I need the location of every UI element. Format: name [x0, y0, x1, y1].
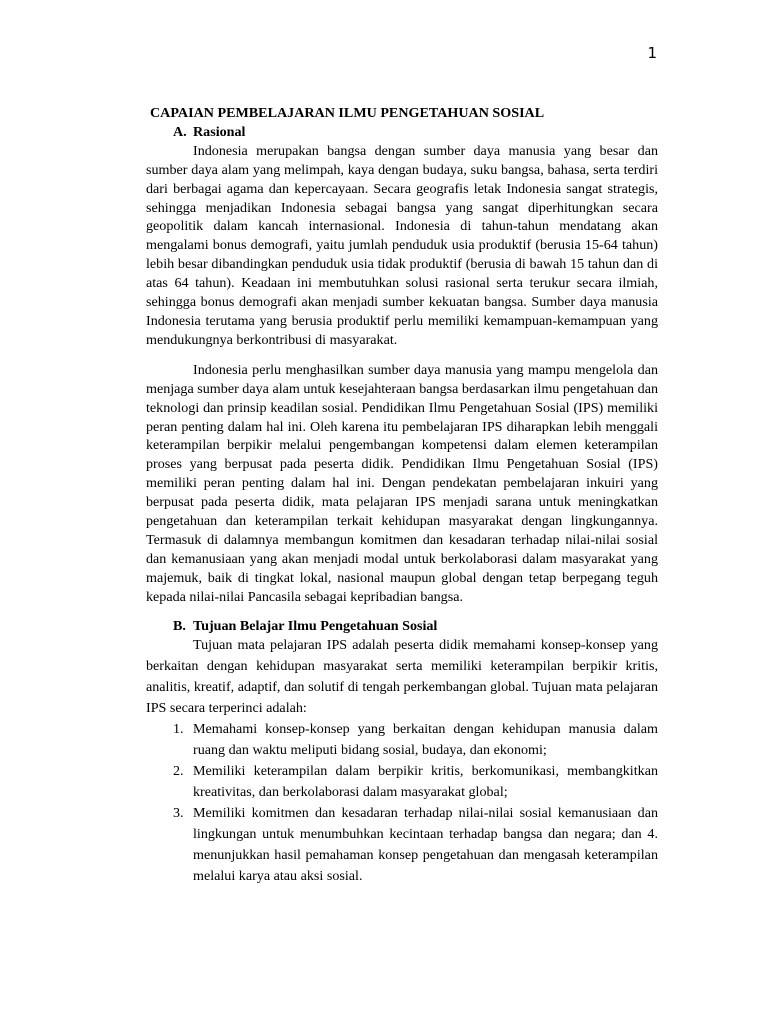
section-b-title: Tujuan Belajar Ilmu Pengetahuan Sosial — [193, 617, 438, 634]
list-item — [146, 719, 658, 761]
section-a-title: Rasional — [193, 123, 246, 140]
section-b-intro: Tujuan mata pelajaran IPS adalah peserta didik memahami konsep-konsep yang berkaitan dengan kehidupan masyarakat serta memiliki keterampilan berpikir kritis, analitis, kreatif, adaptif, dan solutif di tengah perkembangan global. Tujuan mata pelajaran IPS secara terperinci adalah: — [146, 637, 658, 717]
section-b-marker: B. — [173, 617, 186, 634]
list-item-number: 2. — [173, 763, 184, 780]
list-item-number: 1. — [173, 721, 184, 738]
objectives-list — [146, 719, 658, 887]
list-item-number: 3. — [173, 805, 184, 822]
section-a-marker: A. — [173, 123, 187, 140]
list-item-text: Memiliki keterampilan dalam berpikir kritis, berkomunikasi, membangkitkan kreativitas, dan berkolaborasi dalam masyarakat global; — [193, 763, 658, 801]
section-b-heading — [146, 617, 658, 636]
list-item — [146, 761, 658, 803]
list-item — [146, 803, 658, 887]
list-item-text: Memahami konsep-konsep yang berkaitan dengan kehidupan manusia dalam ruang dan waktu meliputi bidang sosial, budaya, dan ekonomi; — [193, 721, 658, 759]
section-a-paragraph-1: Indonesia merupakan bangsa dengan sumber daya manusia yang besar dan sumber daya alam yang melimpah, kaya dengan budaya, suku bangsa, bahasa, serta terdiri dari berbagai agama dan kepercayaan. Secara geografis letak Indonesia sangat strategis, sehingga menjadikan Indonesia sebagai bangsa yang sangat diperhitungkan secara geopolitik dalam kancah internasional. Indonesia di tahun-tahun mendatang akan mengalami bonus demografi, yaitu jumlah penduduk usia produktif (berusia 15-64 tahun) lebih besar dibandingkan penduduk usia tidak produktif (berusia di bawah 15 tahun dan di atas 64 tahun). Keadaan ini membutuhkan solusi rasional serta terukur secara ilmiah, sehingga bonus demografi akan menjadi sumber kekuatan bangsa. Sumber daya manusia Indonesia terutama yang berusia produktif perlu memiliki kemampuan-kemampuan yang mendukungnya berkontribusi di masyarakat. — [146, 142, 658, 348]
section-a-heading — [146, 123, 658, 142]
section-a-paragraph-2: Indonesia perlu menghasilkan sumber daya manusia yang mampu mengelola dan menjaga sumber daya alam untuk kesejahteraan bangsa berdasarkan ilmu pengetahuan dan teknologi dan prinsip keadilan sosial. Pendidikan Ilmu Pengetahuan Sosial (IPS) memiliki peran penting dalam hal ini. Oleh karena itu pembelajaran IPS diharapkan lebih menggali keterampilan berpikir melalui pengembangan kompetensi dalam elemen keterampilan proses yang berpusat pada peserta didik. Pendidikan Ilmu Pengetahuan Sosial (IPS) memiliki peran penting dalam hal ini. Dengan pendekatan pembelajaran inkuiri yang berpusat pada peserta didik, mata pelajaran IPS menjadi sarana untuk meningkatkan pengetahuan dan keterampilan terkait kehidupan masyarakat dengan lingkungannya. Termasuk di dalamnya membangun komitmen dan kesadaran terhadap nilai-nilai sosial dan kemanusiaan yang akan menjadi modal untuk berkolaborasi dalam masyarakat yang majemuk, baik di tingkat lokal, nasional maupun global dengan tetap berpegang teguh kepada nilai-nilai Pancasila sebagai kepribadian bangsa. — [146, 361, 658, 605]
page-number: 1 — [647, 44, 657, 62]
document-title: CAPAIAN PEMBELAJARAN ILMU PENGETAHUAN SOSIAL — [150, 105, 545, 121]
document-body — [146, 104, 658, 887]
list-item-text: Memiliki komitmen dan kesadaran terhadap nilai-nilai sosial kemanusiaan dan lingkungan untuk menumbuhkan kecintaan terhadap bangsa dan negara; dan 4. menunjukkan hasil pemahaman konsep pengetahuan dan mengasah keterampilan melalui karya atau aksi sosial. — [193, 805, 658, 885]
